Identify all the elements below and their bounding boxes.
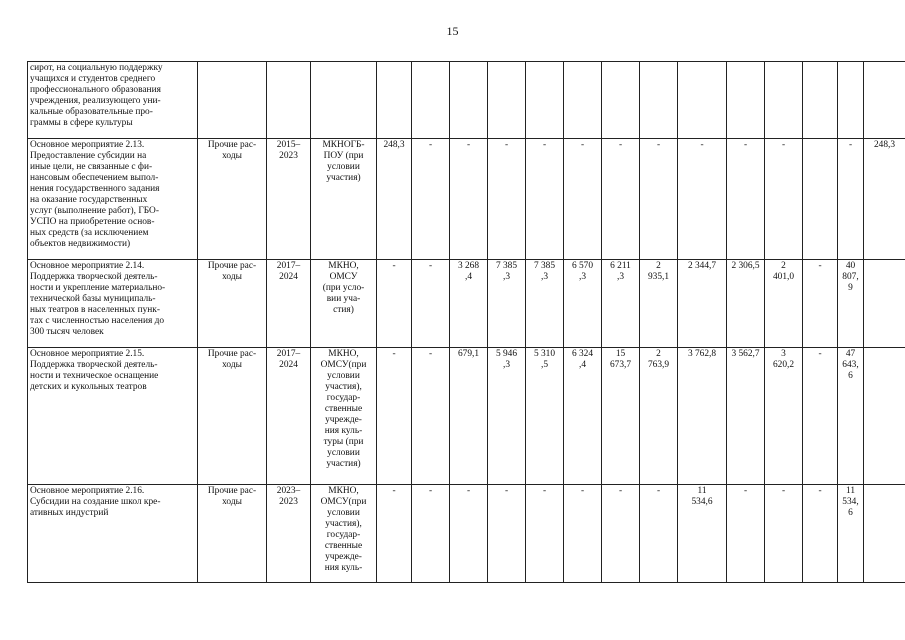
value-cell-text: - <box>542 140 547 150</box>
period-cell <box>267 485 311 583</box>
value-cell <box>450 485 488 583</box>
value-cell <box>377 348 412 485</box>
value-cell <box>640 485 678 583</box>
value-cell <box>864 348 905 485</box>
value-cell <box>377 260 412 348</box>
value-cell <box>412 260 450 348</box>
funding-source-cell <box>198 260 267 348</box>
value-cell-text: 248,3 <box>873 140 896 150</box>
value-cell <box>838 139 864 260</box>
value-cell-text: 248,3 <box>383 140 405 150</box>
event-name-cell <box>28 348 198 485</box>
value-cell <box>488 62 526 139</box>
program-table <box>27 61 905 583</box>
event-name-cell <box>28 139 198 260</box>
value-cell <box>765 62 803 139</box>
value-cell <box>727 139 765 260</box>
value-cell-text: 7 385 ,3 <box>533 261 556 282</box>
value-cell <box>450 139 488 260</box>
value-cell <box>678 62 727 139</box>
value-cell-text: - <box>504 486 509 496</box>
value-cell-text: 6 324 ,4 <box>571 349 594 370</box>
value-cell-text: - <box>392 349 396 359</box>
value-cell <box>564 62 602 139</box>
value-cell-text: - <box>392 486 396 496</box>
value-cell-text: 11 534,6 <box>842 486 859 518</box>
value-cell-text: - <box>618 486 623 496</box>
value-cell-text: - <box>504 140 509 150</box>
value-cell-text: 3 762,8 <box>687 349 717 359</box>
event-name-cell-text: Основное мероприятие 2.15. Поддержка творческой деятель- ности и техническое оснащение детских и кукольных театров <box>30 349 159 392</box>
period-cell-text: 2017– 2024 <box>276 261 301 282</box>
table-row <box>28 348 905 485</box>
table-row <box>28 62 905 139</box>
value-cell-text: - <box>466 486 471 496</box>
value-cell <box>803 260 838 348</box>
value-cell-text: 40 807,9 <box>842 261 859 293</box>
value-cell-text: - <box>818 261 822 271</box>
value-cell <box>526 139 564 260</box>
value-cell <box>412 62 450 139</box>
value-cell-text: - <box>542 486 547 496</box>
value-cell-text: - <box>428 486 433 496</box>
value-cell <box>803 485 838 583</box>
value-cell-text: - <box>818 349 822 359</box>
value-cell-text: - <box>743 140 748 150</box>
period-cell-text: 2015– 2023 <box>276 140 301 161</box>
value-cell-text: 2 344,7 <box>687 261 717 271</box>
value-cell-text: - <box>580 486 585 496</box>
funding-source-cell <box>198 485 267 583</box>
value-cell-text: - <box>580 140 585 150</box>
value-cell <box>727 62 765 139</box>
value-cell <box>838 348 864 485</box>
value-cell <box>864 260 905 348</box>
value-cell <box>450 62 488 139</box>
value-cell <box>564 348 602 485</box>
value-cell <box>864 62 905 139</box>
period-cell <box>267 62 311 139</box>
value-cell <box>727 260 765 348</box>
value-cell <box>450 260 488 348</box>
table-row <box>28 260 905 348</box>
value-cell <box>412 485 450 583</box>
value-cell-text: 7 385 ,3 <box>495 261 518 282</box>
value-cell <box>377 485 412 583</box>
value-cell <box>488 139 526 260</box>
value-cell-text: - <box>466 140 471 150</box>
period-cell-text: 2023– 2023 <box>276 486 301 507</box>
table-row <box>28 485 905 583</box>
value-cell <box>377 62 412 139</box>
funding-source-cell-text: Прочие рас- ходы <box>207 349 257 370</box>
value-cell <box>864 139 905 260</box>
value-cell-text: 3 562,7 <box>731 349 760 359</box>
value-cell <box>838 485 864 583</box>
value-cell <box>640 62 678 139</box>
value-cell-text: - <box>818 486 822 496</box>
value-cell <box>838 62 864 139</box>
event-name-cell <box>28 485 198 583</box>
value-cell <box>526 485 564 583</box>
funding-source-cell-text: Прочие рас- ходы <box>207 261 257 282</box>
value-cell <box>803 139 838 260</box>
value-cell-text: - <box>700 140 704 150</box>
value-cell <box>602 139 640 260</box>
value-cell <box>640 348 678 485</box>
value-cell <box>765 139 803 260</box>
value-cell <box>412 348 450 485</box>
funding-source-cell <box>198 139 267 260</box>
value-cell <box>803 62 838 139</box>
value-cell-text: 3 620,2 <box>772 349 795 370</box>
value-cell-text: 15 673,7 <box>609 349 632 370</box>
value-cell <box>488 260 526 348</box>
value-cell-text: 11 534,6 <box>691 486 713 507</box>
executor-cell <box>311 62 377 139</box>
value-cell-text: 3 268 ,4 <box>457 261 480 282</box>
value-cell <box>488 485 526 583</box>
value-cell-text: 47 643,6 <box>842 349 859 381</box>
value-cell <box>838 260 864 348</box>
value-cell <box>678 348 727 485</box>
value-cell <box>377 139 412 260</box>
event-name-cell-text: Основное мероприятие 2.13. Предоставление субсидии на иные цели, не связанные с фи- нансовым обеспечением выпол- нения государственного задания на оказание государственных услуг (выполнение работ), ГБО- УСПО на приобретение основ- ных средств (за исключением объектов недвижимости) <box>30 140 160 249</box>
value-cell-text: 5 310 ,5 <box>533 349 556 370</box>
value-cell <box>488 348 526 485</box>
value-cell <box>678 485 727 583</box>
value-cell-text: - <box>656 140 661 150</box>
executor-cell <box>311 260 377 348</box>
value-cell-text: - <box>781 140 786 150</box>
value-cell <box>765 348 803 485</box>
value-cell <box>564 485 602 583</box>
period-cell <box>267 348 311 485</box>
value-cell-text: 2 401,0 <box>772 261 795 282</box>
value-cell <box>564 139 602 260</box>
value-cell <box>765 485 803 583</box>
executor-cell-text: МКНО, ОМСУ (при усло- вии уча- стия) <box>322 261 365 315</box>
period-cell-text: 2017– 2024 <box>276 349 301 370</box>
event-name-cell-text: Основное мероприятие 2.14. Поддержка творческой деятель- ности и укрепление материально- технической базы муниципаль- ных театров в населенных пунк- тах с численностью населения до 300 тысяч человек <box>30 261 166 337</box>
value-cell <box>526 260 564 348</box>
value-cell-text: 5 946 ,3 <box>495 349 518 370</box>
value-cell <box>727 348 765 485</box>
value-cell <box>602 62 640 139</box>
event-name-cell <box>28 62 198 139</box>
executor-cell-text: МКНО, ОМСУ(при условии участия), государ- ственные учрежде- ния куль- туры (при условии участия) <box>320 349 367 469</box>
value-cell-text: 6 570 ,3 <box>571 261 594 282</box>
value-cell <box>602 485 640 583</box>
value-cell-text: 6 211 ,3 <box>610 261 631 282</box>
value-cell <box>678 139 727 260</box>
executor-cell-text: МКНОГБ- ПОУ (при условии участия) <box>322 140 365 183</box>
value-cell-text: - <box>656 486 661 496</box>
value-cell <box>526 348 564 485</box>
page-number: 15 <box>446 24 459 38</box>
value-cell <box>412 139 450 260</box>
value-cell-text: - <box>392 261 396 271</box>
value-cell-text: 2 935,1 <box>647 261 670 282</box>
value-cell <box>564 260 602 348</box>
value-cell-text: - <box>428 349 433 359</box>
value-cell <box>602 260 640 348</box>
value-cell-text: - <box>743 486 748 496</box>
event-name-cell-text: сирот, на социальную поддержку учащихся и студентов среднего профессионального образования учреждения, реализующего уни- кальные образовательные про- граммы в сфере культуры <box>30 63 163 128</box>
value-cell <box>803 348 838 485</box>
executor-cell-text: МКНО, ОМСУ(при условии участия), государ- ственные учрежде- ния куль- <box>320 486 367 573</box>
value-cell-text: - <box>848 140 853 150</box>
event-name-cell-text: Основное мероприятие 2.16. Субсидии на создание школ кре- ативных индустрий <box>30 486 161 518</box>
value-cell-text: - <box>781 486 786 496</box>
value-cell <box>450 348 488 485</box>
value-cell <box>526 62 564 139</box>
value-cell <box>602 348 640 485</box>
funding-source-cell <box>198 348 267 485</box>
value-cell <box>864 485 905 583</box>
executor-cell <box>311 485 377 583</box>
value-cell <box>640 139 678 260</box>
value-cell <box>727 485 765 583</box>
funding-source-cell <box>198 62 267 139</box>
period-cell <box>267 260 311 348</box>
value-cell <box>678 260 727 348</box>
executor-cell <box>311 348 377 485</box>
executor-cell <box>311 139 377 260</box>
value-cell <box>640 260 678 348</box>
funding-source-cell-text: Прочие рас- ходы <box>207 486 257 507</box>
funding-source-cell-text: Прочие рас- ходы <box>207 140 257 161</box>
period-cell <box>267 139 311 260</box>
event-name-cell <box>28 260 198 348</box>
value-cell-text: 2 306,5 <box>731 261 760 271</box>
value-cell-text: - <box>428 261 433 271</box>
value-cell-text: - <box>428 140 433 150</box>
table-row <box>28 139 905 260</box>
value-cell-text: 2 763,9 <box>647 349 670 370</box>
value-cell-text: - <box>618 140 623 150</box>
value-cell <box>765 260 803 348</box>
value-cell-text: 679,1 <box>457 349 480 359</box>
